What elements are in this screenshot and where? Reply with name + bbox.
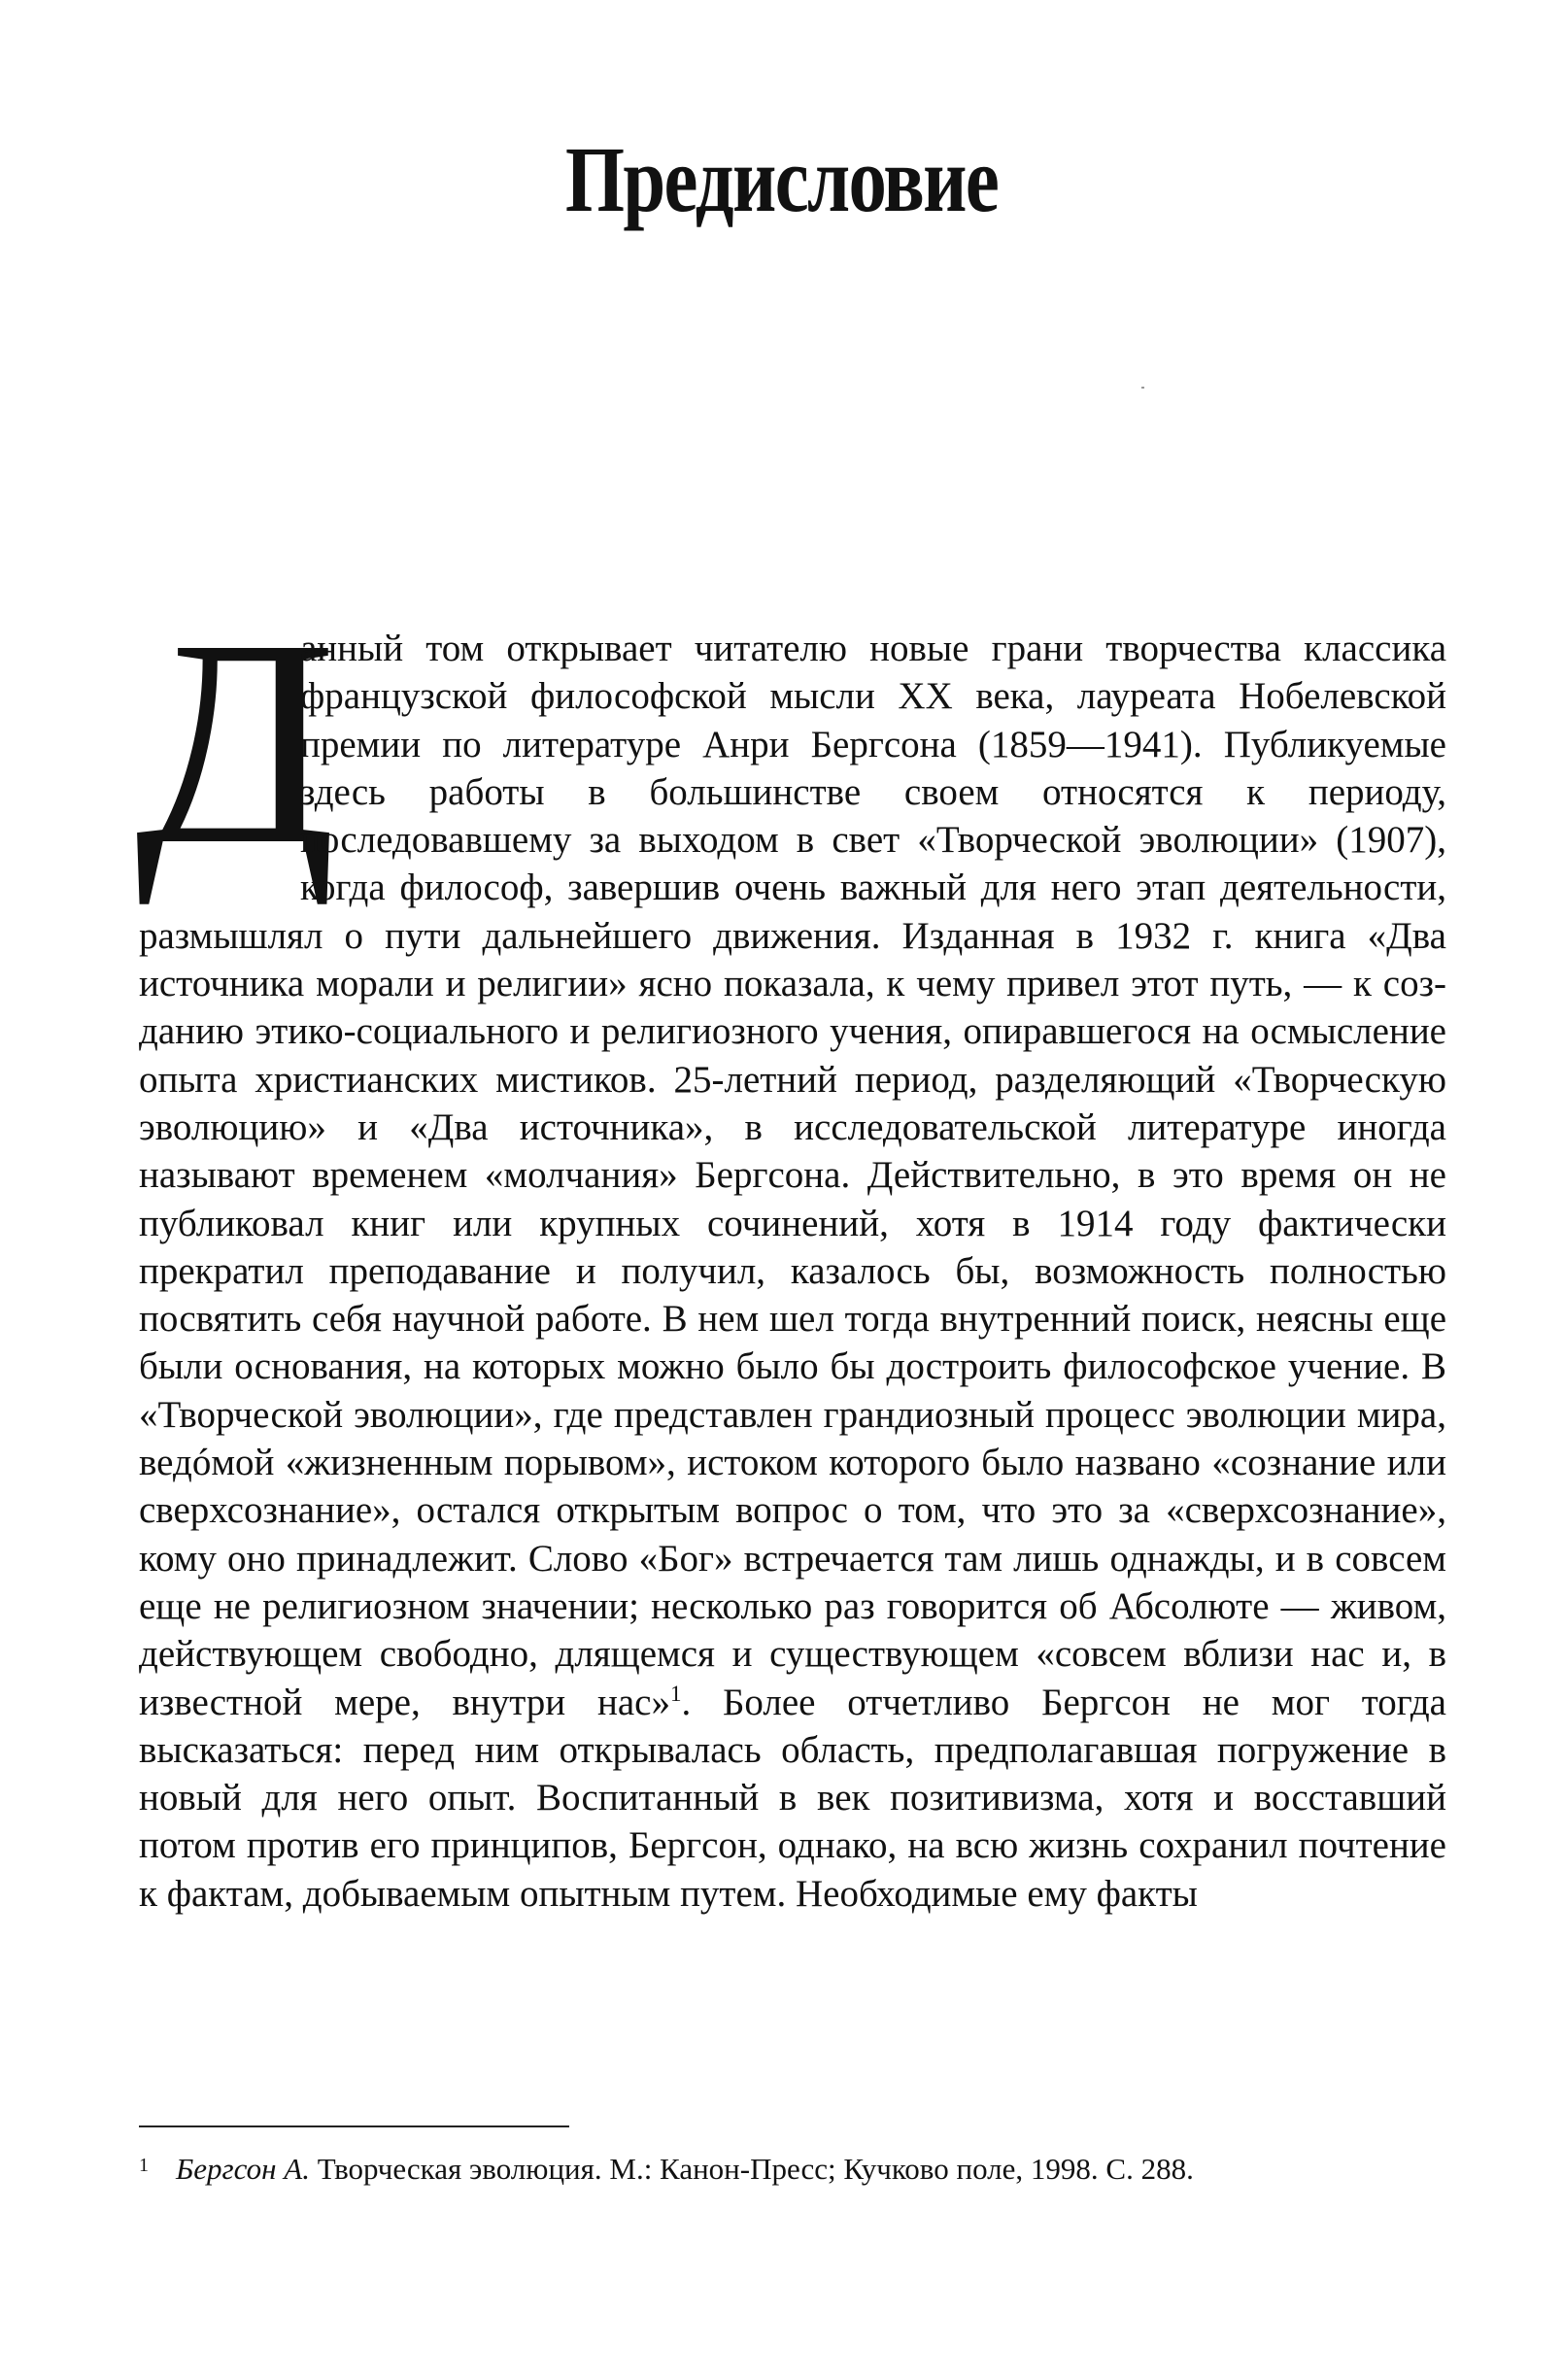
main-text-block (135, 578, 1446, 1918)
body-paragraph (139, 625, 1446, 1918)
footnote-mark: 1 (139, 2155, 149, 2176)
scan-speck (1141, 387, 1144, 389)
footnote-author: Бергсон А. (176, 2152, 310, 2186)
body-paragraph-text: анный том открывает читателю новые грани творчества классика французской философской мысли XX века, лауреата Нобелевской премии по литературе Анри Бергсона (1859—1941). Публикуемые здесь работы в большинстве своем относятся к периоду, последовавшему за выходом в свет «Творческой эволюции» (1907), когда философ, завершив очень важный для него этап деятельности, размышлял о пути дальнейшего движения. Изданная в 1932 г. книга «Два источника морали и религии» ясно показала, к чему привел этот путь, — к созданию этико-социального и религиозного учения, опиравшегося на осмысление опыта христианских мистиков. 25-летний период, разделяющий «Творческую эволюцию» и «Два источника», в исследовательской литературе иногда называют временем «молчания» Бергсона. Действительно, в это время он не публиковал книг или крупных сочинений, хотя в 1914 году фактически прекратил преподавание и получил, казалось бы, возможность полностью посвятить себя научной работе. В нем шел тогда внутренний поиск, неясны еще были основания, на которых можно было бы достроить философское учение. В «Творческой эволюции», где представлен грандиозный процесс эволюции мира, ведóмой «жизненным порывом», истоком которого было названо «сознание или сверхсознание», остался открытым вопрос о том, что это за «сверхсознание», кому оно принадлежит. Слово «Бог» встречается там лишь однажды, и в совсем еще не религиозном значении; несколько раз говорится об Абсолюте — живом, действующем свободно, длящемся и существующем «совсем вблизи нас и, в известной мере, внутри нас» (139, 628, 1446, 1723)
footnote-divider (139, 2125, 569, 2127)
body-paragraph-text-continued: . Более отчетливо Бергсон не мог тогда высказаться: перед ним открывалась область, предполагавшая погружение в новый для него опыт. Воспитанный в век позитивизма, хотя и восставший потом против его принципов, Бергсон, однако, на всю жизнь сохранил почтение к фактам, добываемым опытным путем. Необходимые ему факты (139, 1681, 1446, 1915)
chapter-title: Предисловие (564, 127, 999, 231)
footnote (139, 2152, 1460, 2187)
footnote-reference[interactable]: 1 (669, 1681, 682, 1706)
footnote-citation: Творческая эволюция. М.: Канон-Пресс; Кучково поле, 1998. С. 288. (309, 2152, 1194, 2186)
drop-cap-letter: Д (135, 578, 337, 905)
